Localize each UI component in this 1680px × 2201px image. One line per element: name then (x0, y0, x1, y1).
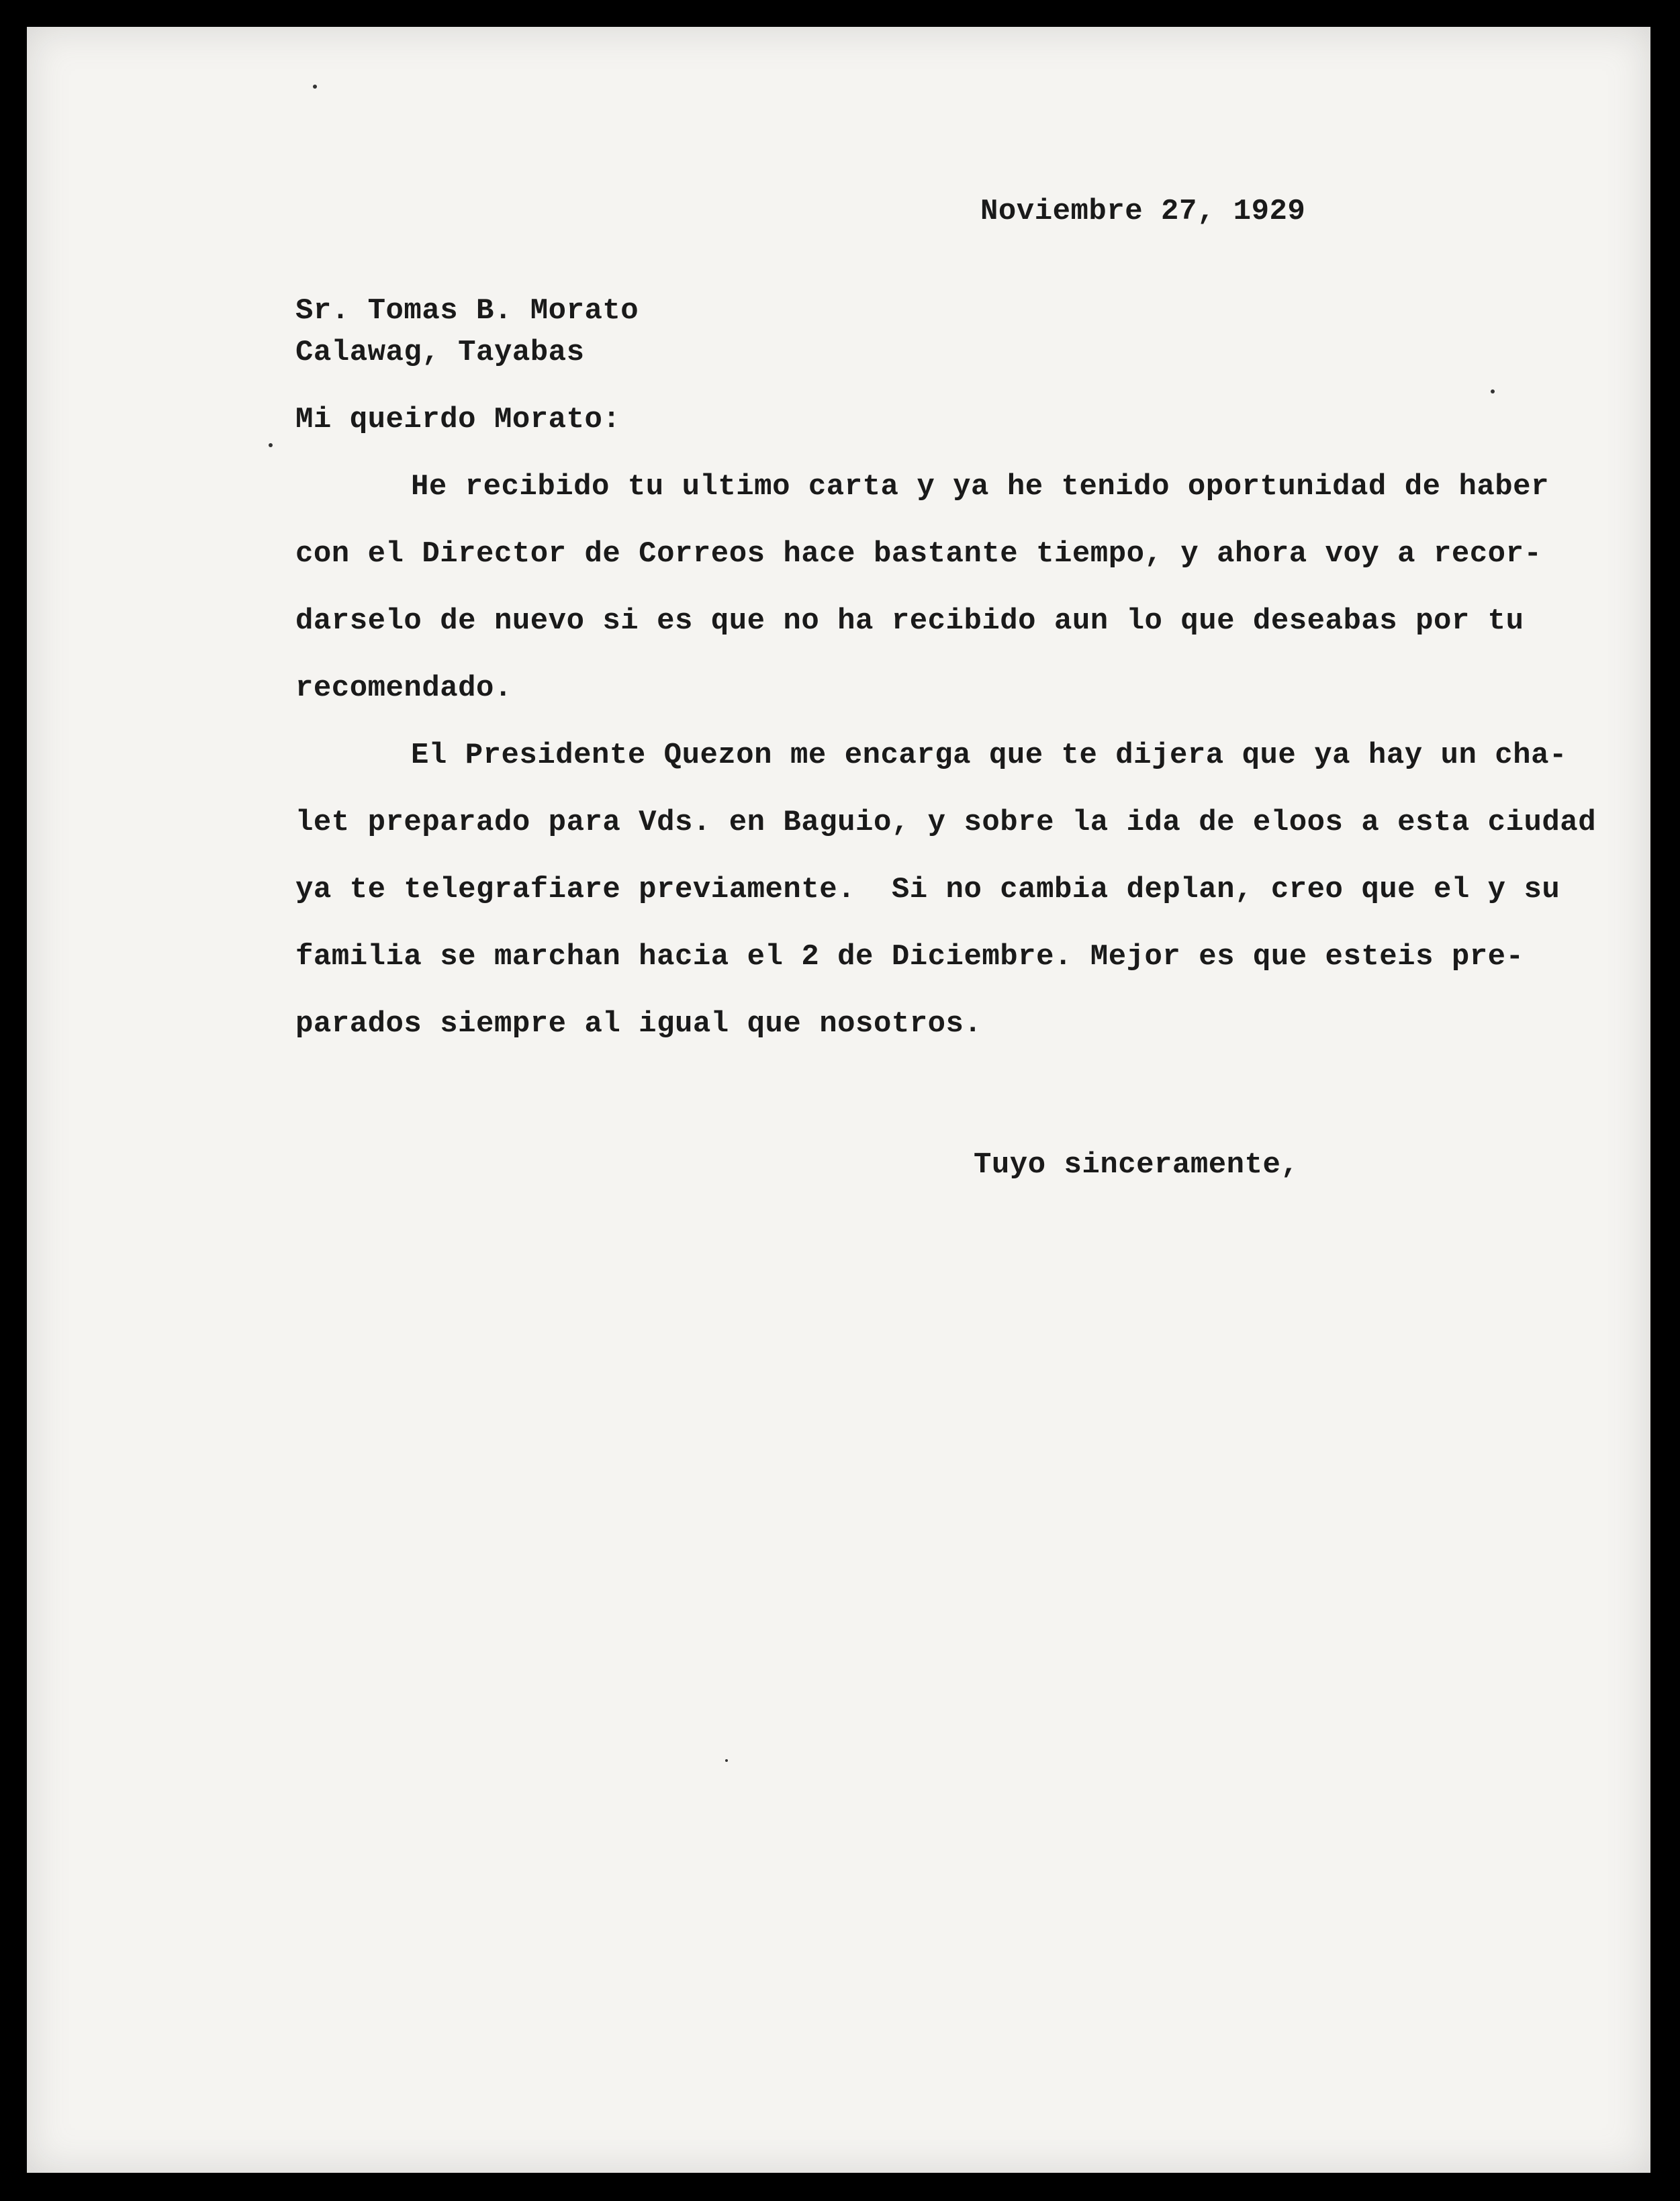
salutation: Mi queirdo Morato: (295, 403, 621, 436)
letter-date: Noviembre 27, 1929 (980, 195, 1306, 228)
paper-speck (313, 85, 317, 89)
paper-speck (725, 1759, 728, 1762)
letter-body (27, 27, 1650, 2173)
paragraph-2-line: El Presidente Quezon me encarga que te dijera que ya hay un cha- (411, 739, 1567, 772)
paragraph-2-line: ya te telegrafiare previamente. Si no cambia deplan, creo que el y su (295, 873, 1560, 906)
paragraph-1-line: con el Director de Correos hace bastante tiempo, y ahora voy a recor- (295, 537, 1542, 571)
paragraph-1-line: He recibido tu ultimo carta y ya he tenido oportunidad de haber (411, 470, 1549, 504)
letter-page (27, 27, 1650, 2173)
paragraph-2-line: familia se marchan hacia el 2 de Diciembre. Mejor es que esteis pre- (295, 940, 1524, 974)
paragraph-1-line: darselo de nuevo si es que no ha recibido aun lo que deseabas por tu (295, 604, 1524, 638)
recipient-location: Calawag, Tayabas (295, 336, 585, 369)
paragraph-2-line: parados siempre al igual que nosotros. (295, 1007, 982, 1041)
recipient-name: Sr. Tomas B. Morato (295, 294, 639, 328)
paragraph-1-line: recomendado. (295, 671, 512, 705)
closing: Tuyo sinceramente, (974, 1148, 1299, 1182)
paper-speck (269, 443, 273, 447)
paragraph-2-line: let preparado para Vds. en Baguio, y sobre la ida de eloos a esta ciudad (295, 806, 1597, 839)
paper-speck (1491, 389, 1495, 393)
